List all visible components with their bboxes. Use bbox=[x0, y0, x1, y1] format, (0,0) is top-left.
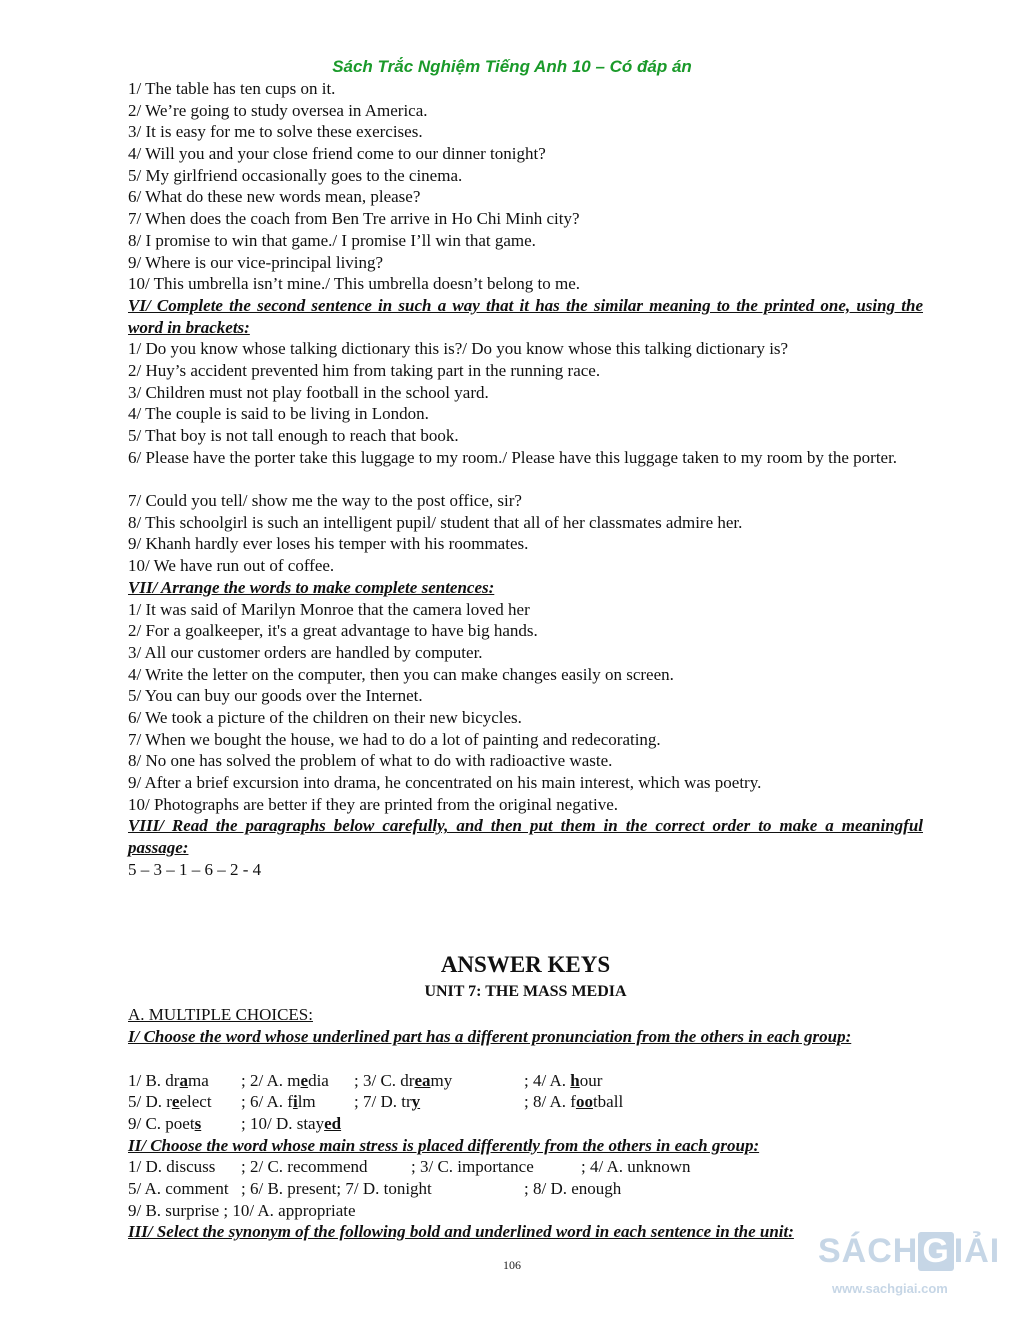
answer-cell: 5/ A. comment bbox=[128, 1179, 229, 1198]
answer-line: 2/ We’re going to study oversea in America. bbox=[128, 100, 428, 120]
document-body bbox=[128, 78, 923, 1243]
answer-cell: 9/ B. surprise ; 10/ A. appropriate bbox=[128, 1200, 356, 1220]
answer-cell: ; 2/ A. media bbox=[241, 1070, 329, 1090]
answer-line: 5/ That boy is not tall enough to reach that book. bbox=[128, 426, 459, 446]
answer-line: 4/ The couple is said to be living in London. bbox=[128, 404, 429, 424]
answer-cell: ; 7/ D. try bbox=[354, 1092, 421, 1112]
answer-line: 1/ It was said of Marilyn Monroe that the camera loved her bbox=[128, 599, 530, 619]
document-header: Sách Trắc Nghiệm Tiếng Anh 10 – Có đáp án bbox=[332, 57, 692, 76]
answer-row bbox=[128, 1156, 923, 1178]
answer-cell: ; 3/ C. importance bbox=[411, 1157, 534, 1177]
answer-cell: ; 10/ D. stayed bbox=[241, 1113, 342, 1133]
answer-line: 3/ It is easy for me to solve these exercises. bbox=[128, 122, 423, 142]
answer-line: 7/ Could you tell/ show me the way to the post office, sir? bbox=[128, 491, 522, 511]
answer-line: 4/ Write the letter on the computer, then you can make changes easily on screen. bbox=[128, 664, 674, 684]
answer-keys-title: ANSWER KEYS bbox=[440, 952, 611, 978]
answer-cell: 1/ D. discuss bbox=[128, 1157, 216, 1177]
answer-cell: ; 4/ A. hour bbox=[524, 1070, 603, 1090]
section6-item6: 6/ Please have the porter take this luggage to my room./ Please have this luggage taken to my room by the porter. bbox=[128, 447, 898, 467]
answer-line: 7/ When we bought the house, we had to do a lot of painting and redecorating. bbox=[128, 729, 661, 749]
unit-title: UNIT 7: THE MASS MEDIA bbox=[424, 983, 627, 1001]
part-a-heading: A. MULTIPLE CHOICES: bbox=[128, 1005, 313, 1025]
section8-answer: 5 – 3 – 1 – 6 – 2 - 4 bbox=[128, 859, 262, 879]
section6-list bbox=[128, 338, 923, 446]
answer-line: 4/ Will you and your close friend come to our dinner tonight? bbox=[128, 144, 546, 164]
answer-cell: ; 4/ A. unknown bbox=[581, 1157, 691, 1177]
ak2-heading: II/ Choose the word whose main stress is placed differently from the others in each group: bbox=[128, 1135, 760, 1155]
answer-line: 5/ You can buy our goods over the Internet. bbox=[128, 686, 423, 706]
answer-line: 6/ We took a picture of the children on their new bicycles. bbox=[128, 707, 522, 727]
page-number: 106 bbox=[503, 1258, 521, 1272]
spacer bbox=[128, 880, 923, 950]
answer-row bbox=[128, 1091, 923, 1113]
watermark-url: www.sachgiai.com bbox=[832, 1281, 948, 1296]
answer-line: 6/ What do these new words mean, please? bbox=[128, 187, 421, 207]
answer-cell: ; 6/ A. film bbox=[241, 1092, 316, 1112]
answer-line: 3/ Children must not play football in the school yard. bbox=[128, 382, 489, 402]
ak1-heading: I/ Choose the word whose underlined part has a different pronunciation from the others in each group: bbox=[128, 1027, 852, 1047]
section7-heading: VII/ Arrange the words to make complete sentences: bbox=[128, 577, 495, 597]
answer-line: 9/ Khanh hardly ever loses his temper with his roommates. bbox=[128, 534, 529, 554]
answer-cell: 5/ D. reelect bbox=[128, 1092, 212, 1112]
answer-cell: ; 2/ C. recommend bbox=[241, 1157, 368, 1177]
answer-line: 10/ Photographs are better if they are printed from the original negative. bbox=[128, 794, 619, 814]
ak1-answers bbox=[128, 1070, 923, 1135]
watermark-logo: SÁCH G IẢI bbox=[818, 1232, 1001, 1270]
answer-line: 9/ After a brief excursion into drama, he concentrated on his main interest, which was poetry. bbox=[128, 773, 762, 793]
section5-list bbox=[128, 78, 923, 295]
answer-line: 2/ For a goalkeeper, it's a great advantage to have big hands. bbox=[128, 621, 538, 641]
answer-cell: ; 3/ C. dreamy bbox=[354, 1070, 453, 1090]
ak2-answers bbox=[128, 1156, 923, 1221]
answer-row bbox=[128, 1070, 923, 1092]
answer-row bbox=[128, 1178, 923, 1200]
answer-line: 1/ Do you know whose talking dictionary this is?/ Do you know whose this talking dictionary is? bbox=[128, 339, 789, 359]
section7-list bbox=[128, 599, 923, 816]
answer-row bbox=[128, 1200, 923, 1222]
answer-line: 1/ The table has ten cups on it. bbox=[128, 79, 336, 98]
answer-row bbox=[128, 1113, 923, 1135]
sachgiai-watermark bbox=[818, 1232, 1018, 1322]
answer-line: 5/ My girlfriend occasionally goes to the cinema. bbox=[128, 165, 463, 185]
answer-line: 8/ I promise to win that game./ I promise I’ll win that game. bbox=[128, 230, 536, 250]
answer-line: 9/ Where is our vice-principal living? bbox=[128, 252, 384, 272]
answer-line: 3/ All our customer orders are handled by computer. bbox=[128, 642, 483, 662]
section6-list-b bbox=[128, 490, 923, 577]
section6-heading: VI/ Complete the second sentence in such a way that it has the similar meaning to the printed one, using the word in brackets: bbox=[128, 295, 923, 337]
ak3-heading: III/ Select the synonym of the following bold and underlined word in each sentence in the unit: bbox=[128, 1222, 794, 1242]
answer-line: 2/ Huy’s accident prevented him from taking part in the running race. bbox=[128, 360, 601, 380]
answer-line: 10/ This umbrella isn’t mine./ This umbrella doesn’t belong to me. bbox=[128, 274, 581, 294]
answer-cell: 1/ B. drama bbox=[128, 1070, 209, 1090]
answer-line: 7/ When does the coach from Ben Tre arrive in Ho Chi Minh city? bbox=[128, 209, 580, 229]
answer-line: 8/ This schoolgirl is such an intelligent pupil/ student that all of her classmates admire her. bbox=[128, 512, 743, 532]
answer-line: 8/ No one has solved the problem of what to do with radioactive waste. bbox=[128, 751, 613, 771]
section8-heading: VIII/ Read the paragraphs below carefully, and then put them in the correct order to make a meaningful passage: bbox=[128, 816, 923, 858]
answer-cell: 9/ C. poets bbox=[128, 1113, 202, 1133]
answer-cell: ; 8/ A. football bbox=[524, 1092, 624, 1112]
answer-cell: ; 6/ B. present; 7/ D. tonight bbox=[241, 1179, 432, 1198]
answer-cell: ; 8/ D. enough bbox=[524, 1179, 622, 1198]
answer-line: 10/ We have run out of coffee. bbox=[128, 556, 335, 576]
